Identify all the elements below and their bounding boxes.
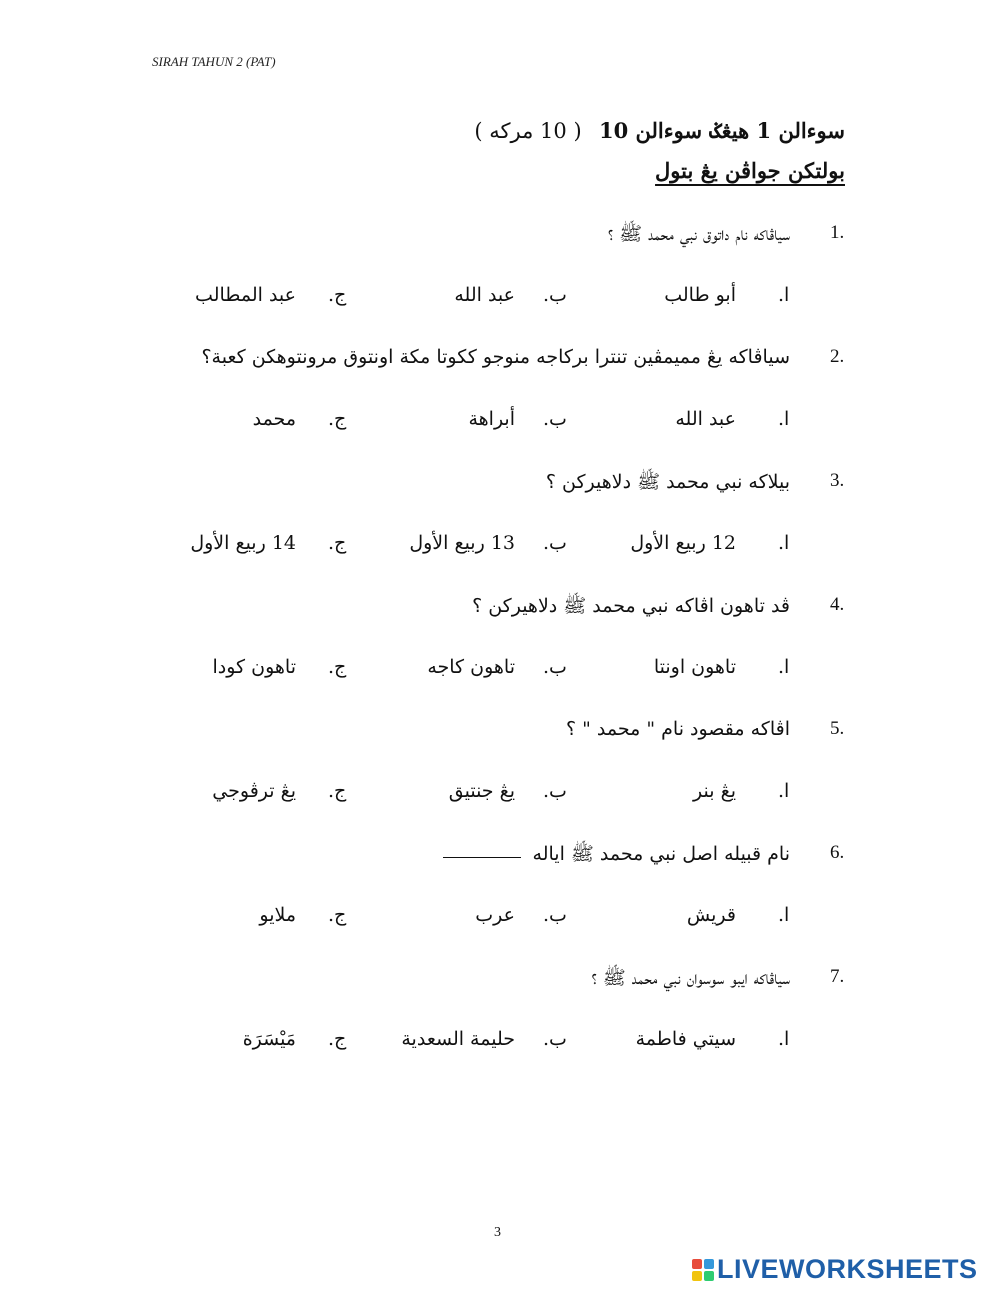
option-letter: ج.	[328, 904, 347, 926]
option-letter: ب.	[543, 284, 567, 306]
option-a[interactable]: قريش	[686, 904, 736, 926]
option-b[interactable]: أبراهة	[468, 408, 515, 430]
page-number: 3	[494, 1225, 501, 1240]
option-c[interactable]: 14 ربيع الأول	[190, 532, 296, 554]
option-letter: ا.	[778, 780, 790, 802]
option-b[interactable]: 13 ربيع الأول	[409, 532, 515, 554]
option-c[interactable]: عبد المطالب	[195, 284, 296, 306]
option-letter: ب.	[543, 532, 567, 554]
option-letter: ا.	[778, 904, 790, 926]
option-a[interactable]: سيتي فاطمة	[635, 1028, 736, 1050]
option-letter: ا.	[778, 408, 790, 430]
option-c[interactable]: مَيْسَرَة	[242, 1028, 296, 1050]
question-number: 2.	[830, 346, 845, 367]
option-b[interactable]: عبد الله	[454, 284, 515, 306]
option-b[interactable]: يڠ جنتيق	[448, 780, 515, 802]
answer-blank[interactable]	[443, 857, 521, 858]
question-text	[443, 842, 791, 870]
option-c[interactable]: تاهون كودا	[212, 656, 296, 678]
option-letter: ب.	[543, 656, 567, 678]
question-number: 3.	[830, 470, 845, 491]
option-a[interactable]: عبد الله	[675, 408, 736, 430]
option-a[interactable]: تاهون اونتا	[653, 656, 736, 678]
option-a[interactable]: 12 ربيع الأول	[630, 532, 736, 554]
option-letter: ج.	[328, 408, 347, 430]
section-marks: ( 10 مركه )	[474, 119, 582, 143]
option-a[interactable]: أبو طالب	[664, 284, 736, 306]
option-c[interactable]: يڠ ترڤوجي	[212, 780, 296, 802]
question-text: سياڤاكه يڠ مميمڤين تنترا بركاجه منوجو ككوتا مكة اونتوق مرونتوهكن كعبة؟	[201, 346, 790, 368]
liveworksheets-logo-text: LIVEWORKSHEETS	[717, 1254, 978, 1284]
option-letter: ب.	[543, 408, 567, 430]
question-text: بيلاكه نبي محمد ﷺ دلاهيركن ؟	[545, 471, 790, 493]
question-number: 1.	[830, 222, 845, 243]
option-letter: ج.	[328, 1028, 347, 1050]
option-letter: ج.	[328, 656, 347, 678]
option-c[interactable]: محمد	[252, 408, 296, 430]
question-number: 5.	[830, 718, 845, 739]
document-header: SIRAH TAHUN 2 (PAT)	[152, 54, 276, 69]
option-letter: ب.	[543, 780, 567, 802]
option-b[interactable]: عرب	[475, 904, 515, 926]
option-letter: ب.	[543, 904, 567, 926]
option-letter: ج.	[328, 284, 347, 306]
section-title-text: سوءالن 1 هيڠݢ سوءالن 10	[598, 118, 845, 143]
liveworksheets-logo-icon	[692, 1259, 714, 1281]
liveworksheets-logo[interactable]	[692, 1254, 978, 1285]
option-letter: ا.	[778, 656, 790, 678]
option-letter: ج.	[328, 780, 347, 802]
option-b[interactable]: تاهون كاجه	[427, 656, 515, 678]
question-text: سياڤاكه نام داتوق نبي محمد ﷺ ؟	[607, 223, 790, 245]
question-text: اڤاكه مقصود نام " محمد " ؟	[566, 718, 790, 740]
option-letter: ب.	[543, 1028, 567, 1050]
section-title	[474, 118, 845, 143]
section-instruction: بولتكن جواڤن يڠ بتول	[655, 158, 845, 183]
question-number: 6.	[830, 842, 845, 863]
option-b[interactable]: حليمة السعدية	[401, 1028, 515, 1050]
question-text: ڤد تاهون اڤاكه نبي محمد ﷺ دلاهيركن ؟	[472, 595, 790, 617]
option-letter: ج.	[328, 532, 347, 554]
option-letter: ا.	[778, 532, 790, 554]
question-number: 7.	[830, 966, 845, 987]
question-text: سياڤاكه ايبو سوسوان نبي محمد ﷺ ؟	[591, 967, 790, 989]
option-letter: ا.	[778, 284, 790, 306]
question-number: 4.	[830, 594, 845, 615]
option-letter: ا.	[778, 1028, 790, 1050]
option-c[interactable]: ملايو	[259, 904, 296, 926]
option-a[interactable]: يڠ بنر	[693, 780, 736, 802]
question-text-body: نام قبيله اصل نبي محمد ﷺ اياله	[532, 843, 790, 865]
